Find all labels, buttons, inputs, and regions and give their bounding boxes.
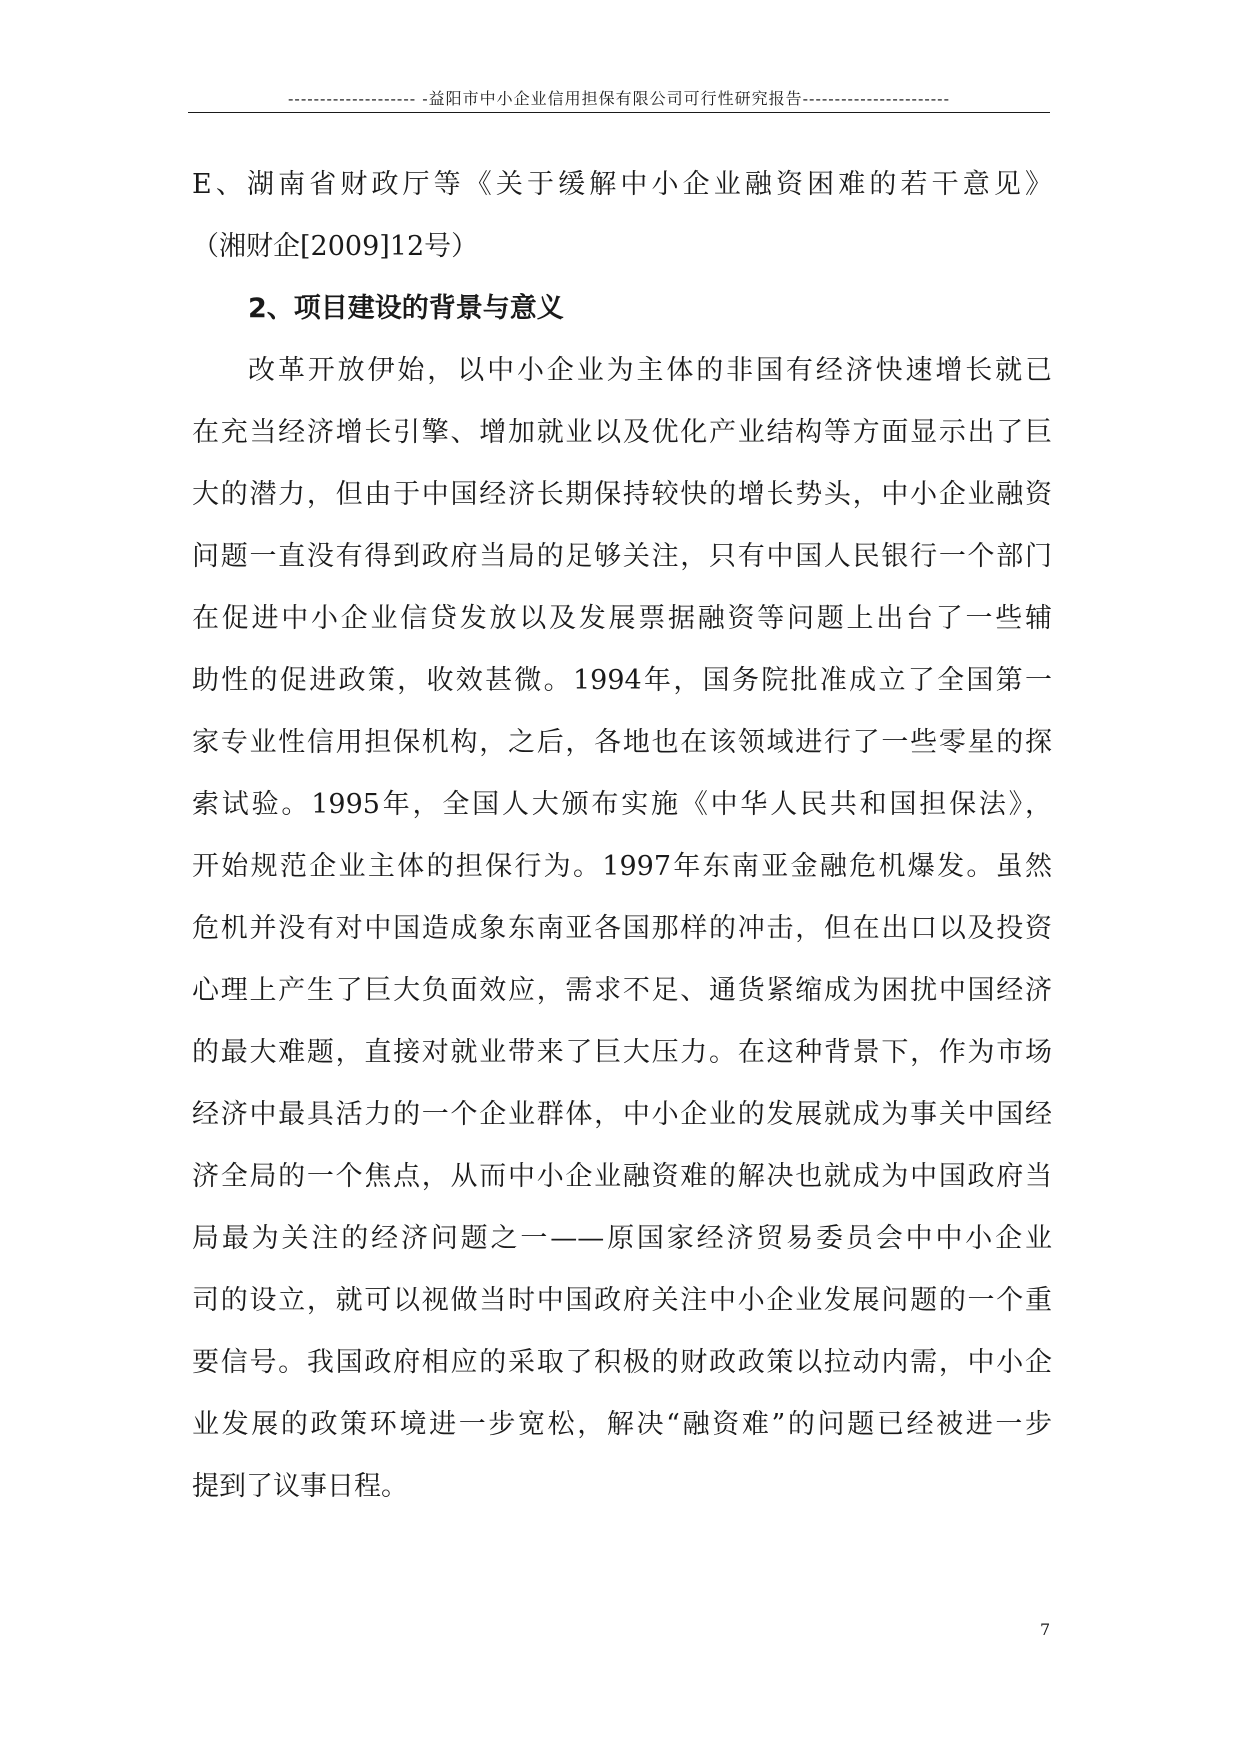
section-heading: 2、项目建设的背景与意义 — [248, 293, 564, 324]
paragraph-line: 危机并没有对中国造成象东南亚各国那样的冲击，但在出口以及投资 — [192, 913, 1052, 944]
paragraph-line: 大的潜力，但由于中国经济长期保持较快的增长势头，中小企业融资 — [192, 479, 1052, 510]
paragraph-line: 经济中最具活力的一个企业群体，中小企业的发展就成为事关中国经 — [192, 1099, 1052, 1130]
paragraph-line: 问题一直没有得到政府当局的足够关注，只有中国人民银行一个部门 — [192, 541, 1052, 572]
paragraph-line: 的最大难题，直接对就业带来了巨大压力。在这种背景下，作为市场 — [192, 1037, 1052, 1068]
section-e-line-1: E、湖南省财政厅等《关于缓解中小企业融资困难的若干意见》 — [192, 169, 1052, 200]
paragraph-line: 局最为关注的经济问题之一——原国家经济贸易委员会中中小企业 — [192, 1223, 1052, 1254]
paragraph-line: 要信号。我国政府相应的采取了积极的财政政策以拉动内需，中小企 — [192, 1347, 1052, 1378]
paragraph-line: 家专业性信用担保机构，之后，各地也在该领域进行了一些零星的探 — [192, 727, 1052, 758]
paragraph-line: 司的设立，就可以视做当时中国政府关注中小企业发展问题的一个重 — [192, 1285, 1052, 1316]
paragraph-line: 提到了议事日程。 — [192, 1471, 408, 1502]
paragraph-line: 开始规范企业主体的担保行为。1997年东南亚金融危机爆发。虽然 — [192, 851, 1052, 882]
paragraph-line: 在促进中小企业信贷发放以及发展票据融资等问题上出台了一些辅 — [192, 603, 1052, 634]
paragraph-line: 助性的促进政策，收效甚微。1994年，国务院批准成立了全国第一 — [192, 665, 1052, 696]
paragraph-line: 心理上产生了巨大负面效应，需求不足、通货紧缩成为困扰中国经济 — [192, 975, 1052, 1006]
page-number: 7 — [1040, 1620, 1051, 1639]
paragraph-line: 索试验。1995年，全国人大颁布实施《中华人民共和国担保法》， — [192, 789, 1052, 820]
running-header: -------------------- -益阳市中小企业信用担保有限公司可行性研究报告----------------------- — [288, 89, 950, 108]
paragraph-line: 业发展的政策环境进一步宽松，解决“融资难”的问题已经被进一步 — [192, 1409, 1052, 1440]
paragraph-line: 济全局的一个焦点，从而中小企业融资难的解决也就成为中国政府当 — [192, 1161, 1052, 1192]
page-content — [192, 154, 1052, 1518]
paragraph-line: 改革开放伊始，以中小企业为主体的非国有经济快速增长就已 — [248, 355, 1052, 386]
paragraph-line: 在充当经济增长引擎、增加就业以及优化产业结构等方面显示出了巨 — [192, 417, 1052, 448]
body-paragraph — [192, 340, 1052, 1518]
header-rule — [188, 112, 1050, 113]
section-e-line-2: （湘财企[2009]12号） — [192, 231, 479, 262]
